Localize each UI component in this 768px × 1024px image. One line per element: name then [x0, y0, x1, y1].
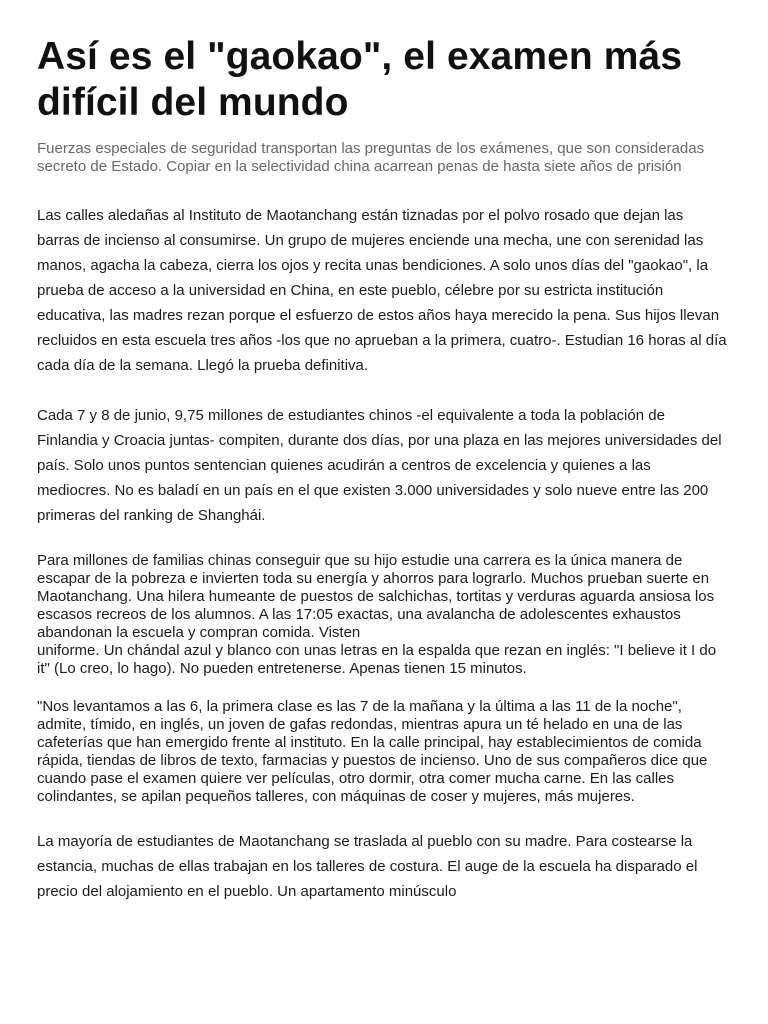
article-paragraph: "Nos levantamos a las 6, la primera clase es las 7 de la mañana y la última a las 11 de la noche", admite, tímido, en inglés, un joven de gafas redondas, mientras apura un té helado en una de las cafeterías que han emergido frente al instituto. En la calle principal, hay establecimientos de comida rápida, tiendas de libros de texto, farmacias y puestos de incienso. Uno de sus compañeros dice que cuando pase el examen quiere ver películas, otro dormir, otra comer mucha carne. En las calles colindantes, se apilan pequeños talleres, con máquinas de coser y mujeres, más mujeres.	[37, 698, 708, 805]
article-paragraph: La mayoría de estudiantes de Maotanchang se traslada al pueblo con su madre. Para costearse la estancia, muchas de ellas trabajan en los talleres de costura. El auge de la escuela ha disparado el precio del alojamiento en el pueblo. Un apartamento minúsculo	[37, 833, 698, 900]
article-paragraph: Cada 7 y 8 de junio, 9,75 millones de estudiantes chinos -el equivalente a toda la población de Finlandia y Croacia juntas- compiten, durante dos días, por una plaza en las mejores universidades del país. Solo unos puntos sentencian quienes acudirán a centros de excelencia y quienes a las mediocres. No es baladí en un país en el que existen 3.000 universidades y solo nueve entre las 200 primeras del ranking de Shanghái.	[37, 407, 722, 524]
article-subtitle: Fuerzas especiales de seguridad transportan las preguntas de los exámenes, que son consideradas secreto de Estado. Copiar en la selectividad china acarrean penas de hasta siete años de prisión	[37, 140, 705, 175]
article-title: Así es el "gaokao", el examen más difícil del mundo	[37, 35, 683, 124]
article-paragraph: uniforme. Un chándal azul y blanco con unas letras en la espalda que rezan en inglés: "I believe it I do it" (Lo creo, lo hago). No pueden entretenerse. Apenas tienen 15 minutos.	[37, 642, 717, 677]
article-paragraph: Las calles aledañas al Instituto de Maotanchang están tiznadas por el polvo rosado que dejan las barras de incienso al consumirse. Un grupo de mujeres enciende una mecha, une con serenidad las manos, agacha la cabeza, cierra los ojos y recita unas bendiciones. A solo unos días del "gaokao", la prueba de acceso a la universidad en China, en este pueblo, célebre por su estricta institución educativa, las madres rezan porque el esfuerzo de estos años haya merecido la pena. Sus hijos llevan recluidos en esta escuela tres años -los que no aprueban a la primera, cuatro-. Estudian 16 horas al día cada día de la semana. Llegó la prueba definitiva.	[37, 207, 727, 374]
article-paragraph: Para millones de familias chinas conseguir que su hijo estudie una carrera es la única manera de escapar de la pobreza e invierten toda su energía y ahorros para lograrlo. Muchos prueban suerte en Maotanchang. Una hilera humeante de puestos de salchichas, tortitas y verduras aguarda ansiosa los escasos recreos de los alumnos. A las 17:05 exactas, una avalancha de adolescentes exhaustos abandonan la escuela y compran comida. Visten	[37, 552, 715, 641]
